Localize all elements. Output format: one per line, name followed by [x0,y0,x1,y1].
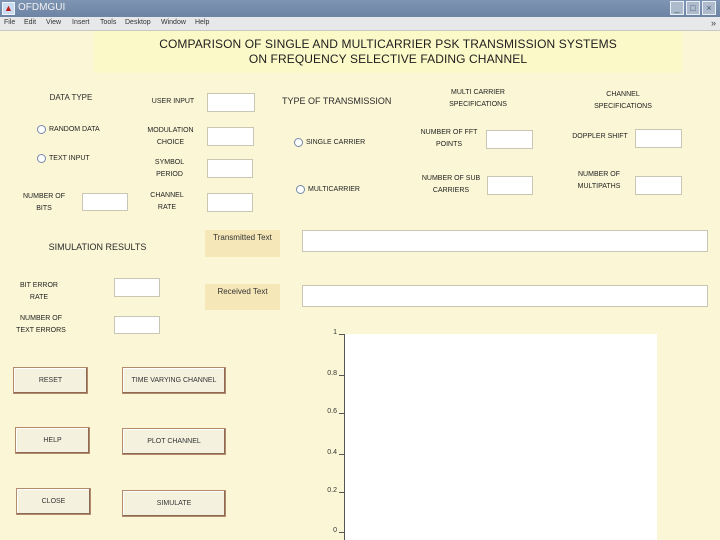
number-of-bits-label: NUMBER OF BITS [23,193,65,212]
channel-rate-field[interactable] [207,193,253,212]
fft-points-field[interactable] [486,130,533,149]
y-tick-label: 0.4 [327,449,337,456]
close-window-icon[interactable]: × [702,1,716,15]
page-title-banner [94,31,682,73]
fft-points-label: NUMBER OF FFT POINTS [420,129,478,148]
random-data-radio[interactable] [37,125,46,134]
channel-rate-label: CHANNEL RATE [150,192,184,211]
simulation-results-heading: SIMULATION RESULTS [48,242,147,252]
menu-desktop[interactable]: Desktop [125,19,151,26]
user-input-field[interactable] [207,93,255,112]
sub-carriers-label: NUMBER OF SUB CARRIERS [421,175,481,194]
multicarrier-specs-heading: MULTI CARRIER SPECIFICATIONS [449,89,507,108]
reset-button[interactable]: RESET [13,367,88,394]
simulate-button[interactable]: SIMULATE [122,490,226,517]
matlab-app-icon[interactable]: ▲ [2,2,15,15]
window-title: OFDMGUI [18,2,66,13]
sub-carriers-field[interactable] [487,176,533,195]
time-varying-channel-button[interactable]: TIME VARYING CHANNEL [122,367,226,394]
page-title-line-2: ON FREQUENCY SELECTIVE FADING CHANNEL [248,52,528,66]
y-tick-mark [339,413,344,414]
doppler-shift-field[interactable] [635,129,682,148]
transmitted-text-label: Transmitted Text [205,230,280,257]
number-of-bits-field[interactable] [82,193,128,211]
y-tick-mark [339,454,344,455]
y-tick-label: 0.6 [327,408,337,415]
multipaths-label: NUMBER OF MULTIPATHS [577,171,621,190]
bit-error-rate-field[interactable] [114,278,160,297]
y-tick-mark [339,532,344,533]
title-bar [0,0,720,17]
plot-y-axis [344,334,345,540]
text-errors-field[interactable] [114,316,160,334]
y-tick-label: 0.8 [327,370,337,377]
menu-edit[interactable]: Edit [24,19,37,26]
single-carrier-radio[interactable] [294,138,303,147]
close-button[interactable]: CLOSE [16,488,91,515]
plot-axes-area[interactable] [345,334,657,540]
y-tick-mark [339,375,344,376]
multicarrier-label: MULTICARRIER [308,186,360,193]
doppler-shift-label: DOPPLER SHIFT [572,133,628,140]
minimize-icon[interactable]: _ [670,1,684,15]
text-errors-label: NUMBER OF TEXT ERRORS [16,315,66,334]
page-title-line-1: COMPARISON OF SINGLE AND MULTICARRIER PSK TRANSMISSION SYSTEMS [159,37,617,51]
multicarrier-radio[interactable] [296,185,305,194]
transmission-type-heading: TYPE OF TRANSMISSION [282,96,392,106]
menu-file[interactable]: File [4,19,16,26]
maximize-icon[interactable]: □ [686,1,700,15]
data-type-heading: DATA TYPE [49,93,93,102]
menu-view[interactable]: View [46,19,62,26]
y-tick-mark [339,334,344,335]
bit-error-rate-label: BIT ERROR RATE [20,282,58,301]
multipaths-field[interactable] [635,176,682,195]
menu-help[interactable]: Help [195,19,210,26]
help-button[interactable]: HELP [15,427,90,454]
text-input-radio[interactable] [37,154,46,163]
transmitted-text-field[interactable] [302,230,708,252]
modulation-choice-field[interactable] [207,127,254,146]
menu-window[interactable]: Window [161,19,186,26]
symbol-period-field[interactable] [207,159,253,178]
random-data-label: RANDOM DATA [49,126,100,133]
channel-specs-heading: CHANNEL SPECIFICATIONS [594,91,652,110]
y-tick-mark [339,492,344,493]
user-input-label: USER INPUT [151,98,195,105]
y-tick-label: 0 [333,527,337,534]
y-tick-label: 1 [333,329,337,336]
received-text-field[interactable] [302,285,708,307]
y-tick-label: 0.2 [327,487,337,494]
text-input-label: TEXT INPUT [49,155,90,162]
menu-bar [0,17,720,31]
menu-overflow-icon[interactable]: » [710,18,716,28]
menu-insert[interactable]: Insert [72,19,90,26]
symbol-period-label: SYMBOL PERIOD [154,159,185,178]
received-text-label: Received Text [205,284,280,310]
single-carrier-label: SINGLE CARRIER [306,139,366,146]
plot-channel-button[interactable]: PLOT CHANNEL [122,428,226,455]
menu-tools[interactable]: Tools [100,19,117,26]
modulation-choice-label: MODULATION CHOICE [147,127,194,146]
